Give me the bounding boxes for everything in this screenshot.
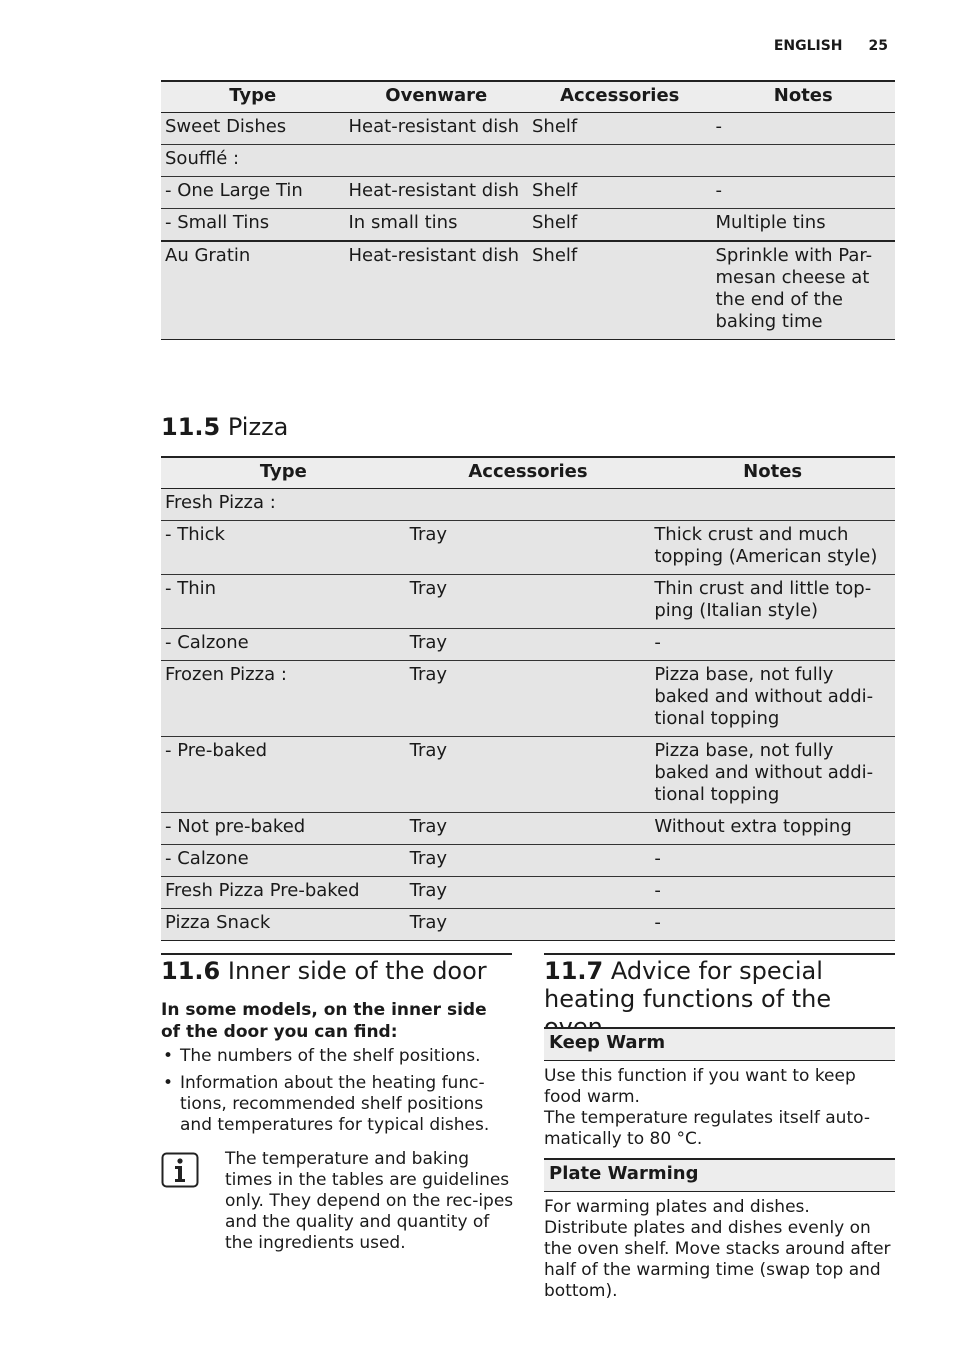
table-row bbox=[161, 661, 895, 737]
cell-notes: - bbox=[650, 845, 895, 877]
door-intro-text: In some models, on the inner side of the door you can find: bbox=[161, 1000, 487, 1042]
keep-warm-body bbox=[544, 1066, 895, 1150]
cell-type: - Calzone bbox=[161, 845, 406, 877]
table-row bbox=[161, 113, 895, 145]
cell-accessories: Shelf bbox=[528, 113, 712, 145]
cell-type: Au Gratin bbox=[161, 241, 345, 340]
cell-accessories: Tray bbox=[406, 521, 651, 575]
column-header-notes: Notes bbox=[650, 457, 895, 489]
cell-type: Sweet Dishes bbox=[161, 113, 345, 145]
baking-table bbox=[161, 80, 895, 340]
cell-ovenware: Heat-resistant dish bbox=[345, 113, 529, 145]
table-row bbox=[161, 909, 895, 941]
cell-notes: Thin crust and little top-ping (Italian style) bbox=[650, 575, 895, 629]
cell-ovenware bbox=[345, 145, 529, 177]
cell-ovenware: Heat-resistant dish bbox=[345, 177, 529, 209]
cell-accessories: Tray bbox=[406, 877, 651, 909]
cell-ovenware: Heat-resistant dish bbox=[345, 241, 529, 340]
cell-notes: Thick crust and much topping (American style) bbox=[650, 521, 895, 575]
table-row bbox=[161, 629, 895, 661]
cell-accessories: Shelf bbox=[528, 177, 712, 209]
table-header-row bbox=[161, 457, 895, 489]
cell-notes: - bbox=[650, 629, 895, 661]
table-row bbox=[161, 813, 895, 845]
keep-warm-heading: Keep Warm bbox=[544, 1027, 895, 1061]
cell-notes: Pizza base, not fully baked and without addi-tional topping bbox=[650, 737, 895, 813]
info-note-text: The temperature and baking times in the tables are guidelines only. They depend on the rec-ipes and the quality and quantity of the ingredients used. bbox=[225, 1149, 514, 1253]
cell-type: - Thick bbox=[161, 521, 406, 575]
cell-accessories bbox=[406, 489, 651, 521]
section-divider bbox=[544, 953, 895, 955]
keep-warm-temperature-text: The temperature regulates itself auto-matically to 80 °C. bbox=[544, 1108, 870, 1149]
cell-type: Frozen Pizza : bbox=[161, 661, 406, 737]
cell-type: Fresh Pizza Pre-baked bbox=[161, 877, 406, 909]
cell-notes: Pizza base, not fully baked and without addi-tional topping bbox=[650, 661, 895, 737]
cell-type: - Small Tins bbox=[161, 209, 345, 242]
column-header-ovenware: Ovenware bbox=[345, 81, 529, 113]
info-icon bbox=[161, 1152, 199, 1188]
table-row bbox=[161, 575, 895, 629]
section-number: 11.5 bbox=[161, 413, 221, 441]
list-item: • The numbers of the shelf positions. bbox=[161, 1046, 501, 1067]
cell-type: - One Large Tin bbox=[161, 177, 345, 209]
cell-ovenware: In small tins bbox=[345, 209, 529, 242]
table-header-row bbox=[161, 81, 895, 113]
cell-notes: Sprinkle with Par-mesan cheese at the end of the baking time bbox=[712, 241, 896, 340]
section-heading: Advice for special heating functions of the bbox=[544, 957, 832, 1013]
table-row bbox=[161, 877, 895, 909]
section-title-door bbox=[161, 957, 512, 985]
cell-type: - Pre-baked bbox=[161, 737, 406, 813]
keep-warm-text: Use this function if you want to keep food warm. bbox=[544, 1066, 856, 1107]
cell-accessories: Shelf bbox=[528, 241, 712, 340]
cell-notes bbox=[712, 145, 896, 177]
cell-accessories: Tray bbox=[406, 845, 651, 877]
cell-accessories: Tray bbox=[406, 813, 651, 845]
table-row bbox=[161, 521, 895, 575]
column-header-accessories: Accessories bbox=[528, 81, 712, 113]
cell-notes: - bbox=[650, 877, 895, 909]
list-item: • Information about the heating func-tions, recommended shelf positions and temperatures for typical dishes. bbox=[161, 1073, 501, 1136]
table-row bbox=[161, 209, 895, 242]
plate-warming-heading: Plate Warming bbox=[544, 1158, 895, 1192]
page-header bbox=[774, 38, 888, 54]
door-bullet-list bbox=[161, 1046, 501, 1142]
table-row bbox=[161, 145, 895, 177]
page-number: 25 bbox=[868, 38, 888, 54]
section-divider bbox=[161, 953, 512, 955]
table-row bbox=[161, 489, 895, 521]
column-header-type: Type bbox=[161, 81, 345, 113]
cell-type: - Thin bbox=[161, 575, 406, 629]
section-number: 11.6 bbox=[161, 957, 221, 985]
table-row bbox=[161, 241, 895, 340]
section-heading: Inner side of the door bbox=[227, 957, 487, 985]
plate-warming-text: For warming plates and dishes. Distribute plates and dishes evenly on the oven shelf. Move stacks around after half of the warming time (swap top and bottom). bbox=[544, 1197, 891, 1301]
section-heading: Pizza bbox=[227, 413, 289, 441]
cell-accessories: Tray bbox=[406, 737, 651, 813]
cell-notes: - bbox=[650, 909, 895, 941]
cell-notes: Multiple tins bbox=[712, 209, 896, 242]
cell-accessories: Shelf bbox=[528, 209, 712, 242]
table-row bbox=[161, 845, 895, 877]
cell-notes: Without extra topping bbox=[650, 813, 895, 845]
cell-accessories bbox=[528, 145, 712, 177]
table-row bbox=[161, 737, 895, 813]
cell-type: - Calzone bbox=[161, 629, 406, 661]
section-number: 11.7 bbox=[544, 957, 604, 985]
section-title-pizza bbox=[161, 413, 288, 441]
cell-accessories: Tray bbox=[406, 661, 651, 737]
column-header-notes: Notes bbox=[712, 81, 896, 113]
pizza-table bbox=[161, 456, 895, 941]
column-header-accessories: Accessories bbox=[406, 457, 651, 489]
table-row bbox=[161, 177, 895, 209]
cell-type: - Not pre-baked bbox=[161, 813, 406, 845]
cell-notes bbox=[650, 489, 895, 521]
cell-type: Pizza Snack bbox=[161, 909, 406, 941]
cell-notes: - bbox=[712, 113, 896, 145]
language-label: ENGLISH bbox=[773, 38, 843, 54]
cell-notes: - bbox=[712, 177, 896, 209]
column-header-type: Type bbox=[161, 457, 406, 489]
cell-accessories: Tray bbox=[406, 629, 651, 661]
cell-accessories: Tray bbox=[406, 909, 651, 941]
cell-type: Fresh Pizza : bbox=[161, 489, 406, 521]
cell-accessories: Tray bbox=[406, 575, 651, 629]
cell-type: Soufflé : bbox=[161, 145, 345, 177]
